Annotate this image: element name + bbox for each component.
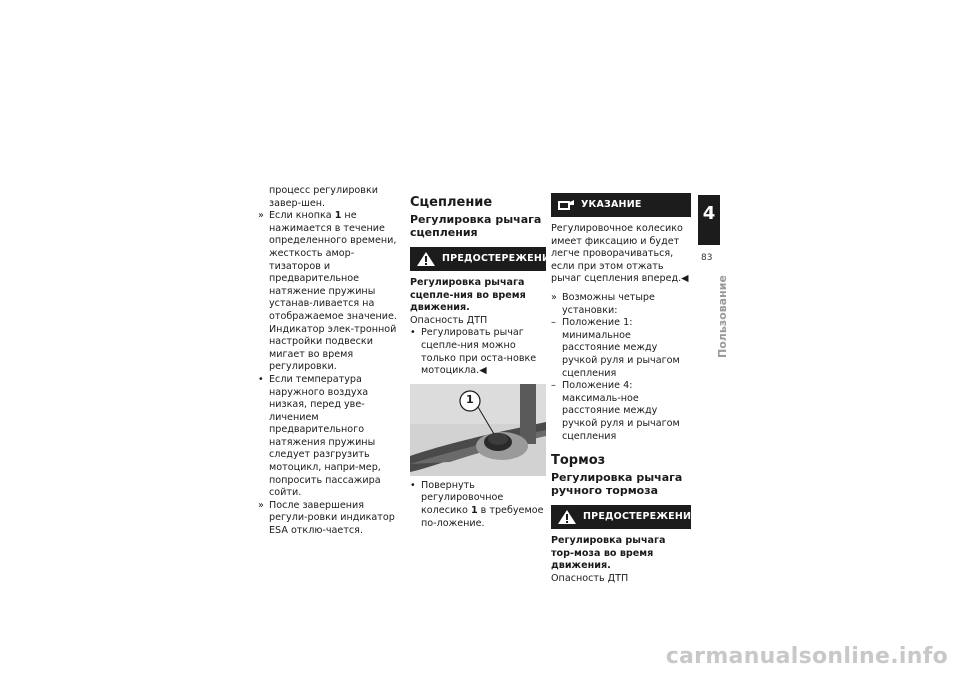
warning-banner [410,247,557,271]
end-marker: ◀ [681,273,689,285]
photo-callout-label: 1 [466,392,474,406]
note-text: Регулировочное колесико имеет фиксацию и будет легче проворачиваться, если при этом отжать рычаг сцепления вперед.◀ [551,223,689,285]
chapter-tab [698,195,720,245]
warning-banner [551,505,698,529]
paragraph-continued: процесс регулировки завер-шен. [269,185,378,209]
list-item: – Положение 1: минимальное расстояние между ручкой руля и рычагом сцепления [551,317,680,379]
column-3 [551,193,698,585]
warning-triangle-icon [416,251,436,267]
warning-text: Опасность ДТП [410,314,488,326]
warning-heading: Регулировка рычага сцепле-ния во время движения. [410,277,526,314]
list-item: » После завершения регули-ровки индикатор ESA отклю-чается. [258,499,395,537]
section-title: Тормоз [551,453,606,469]
clutch-lever-photo [410,384,546,476]
settings-list [551,292,691,443]
note-hand-icon [557,198,575,212]
column-2 [410,185,557,530]
section-title: Сцепление [410,195,493,210]
list-item: – Положение 4: максималь-ное расстояние между ручкой руля и рычагом сцепления [551,380,680,442]
list-item: » Если кнопка 1 не нажимается в течение определенного времени, жесткость амор-тизаторов и предварительное натяжение пружины устанав-ливается на отображаемое значение. Индикатор элек-тронной настройки подвески мигает во время регулировки. [258,210,397,373]
chapter-title: Пользование [716,275,729,358]
warning-text: Опасность ДТП [551,572,629,584]
column-1 [258,185,402,538]
list-item: • Регулировать рычаг сцепле-ния можно только при оста-новке мотоцикла.◀ [410,327,537,377]
bullet-marker: • [410,327,416,339]
warning-heading: Регулировка рычага тор-моза во время движения. [551,535,666,572]
end-marker: ◀ [479,365,487,377]
warning-label: ПРЕДОСТЕРЕЖЕНИЕ [442,252,557,264]
dash-marker: – [551,317,556,329]
watermark: carmanualsonline.info [665,644,948,669]
callout-number: 1 [334,210,342,222]
subsection-title: Регулировка рычага ручного тормоза [551,471,683,498]
subsection-title: Регулировка рычага сцепления [410,213,542,239]
callout-number: 1 [470,504,478,516]
page-number: 83 [701,253,713,263]
warning-label: ПРЕДОСТЕРЕЖЕНИЕ [583,510,698,522]
result-marker: » [258,499,264,511]
note-banner [551,193,691,217]
list-item: » Возможны четыре установки: [551,291,655,316]
bullet-marker: • [258,373,264,385]
list-item: • Повернуть регулировочное колесико 1 в требуемое по-ложение. [410,479,544,529]
warning-triangle-icon [557,509,577,525]
list-item: • Если температура наружного воздуха низкая, перед уве-личением предварительного натяжения пружины следует разгрузить мотоцикл, напри-мер, попросить пассажира сойти. [258,373,381,499]
bullet-marker: • [410,479,416,491]
dash-marker: – [551,380,556,392]
result-marker: » [551,291,557,303]
chapter-number: 4 [702,203,716,224]
result-marker: » [258,210,264,222]
note-label: УКАЗАНИЕ [581,198,642,210]
